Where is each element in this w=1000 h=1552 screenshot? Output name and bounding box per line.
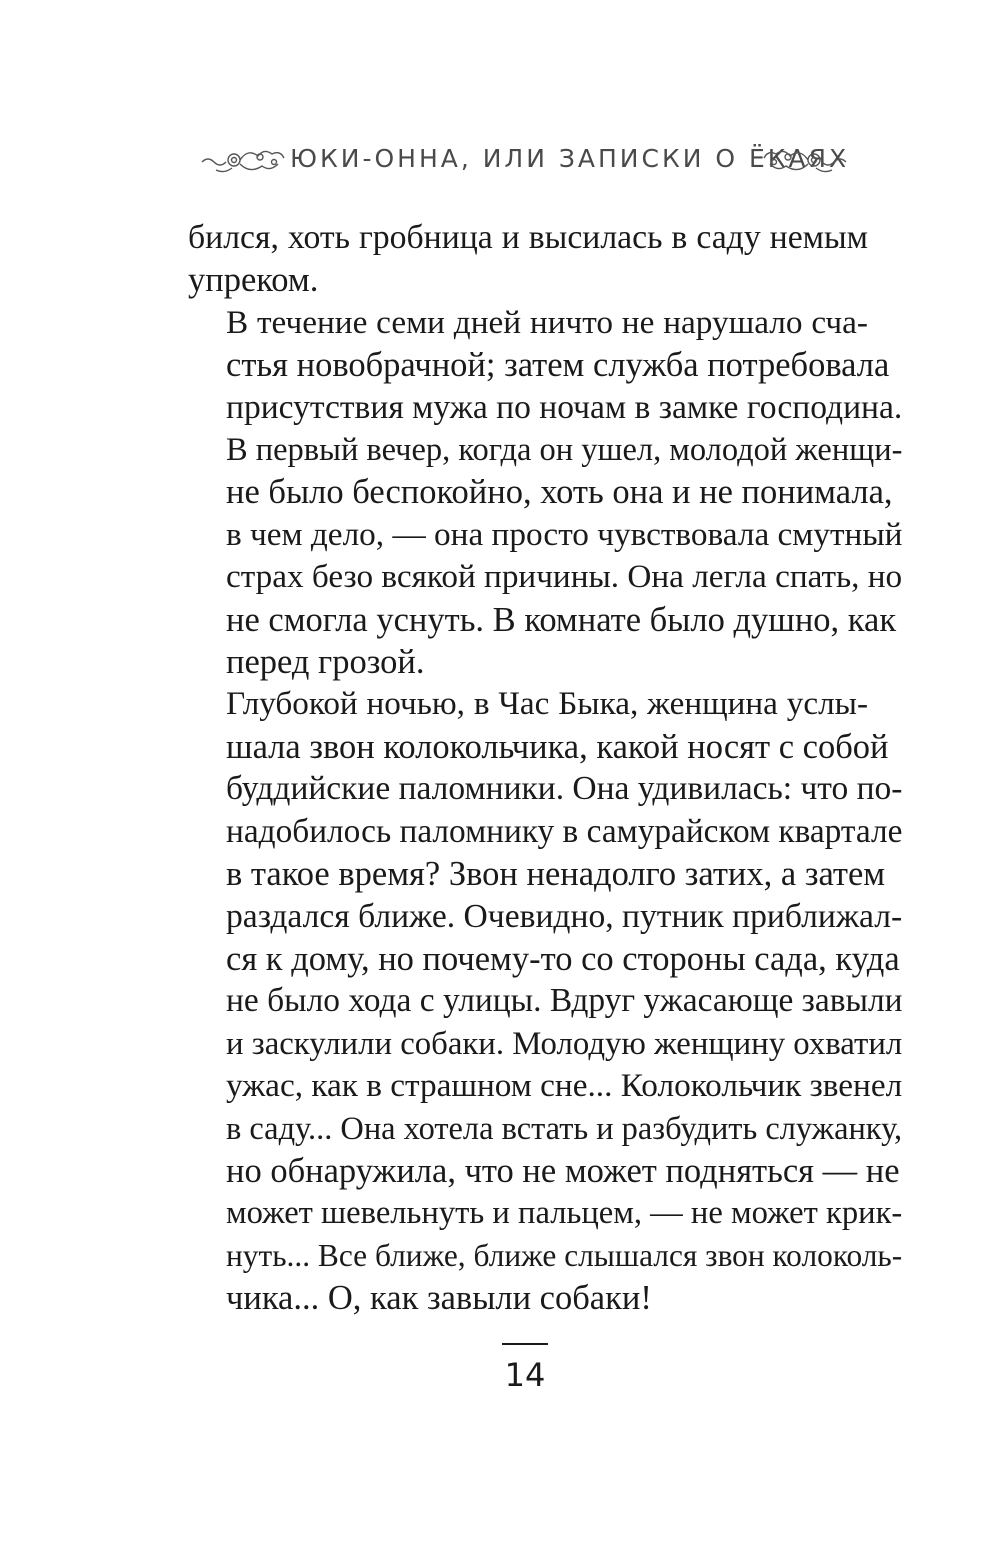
paragraph xyxy=(188,302,903,684)
cloud-swirl-ornament-icon xyxy=(196,136,292,186)
text-line: страх безо всякой причины. Она легла спать, но xyxy=(226,558,903,596)
text-line: ся к дому, но почему-то со стороны сада, куда xyxy=(226,939,900,978)
text-line: не было хода с улицы. Вдруг ужасающе завыли xyxy=(226,982,903,1020)
text-line: не смогла уснуть. В комнате было душно, как xyxy=(226,600,897,639)
cloud-swirl-ornament-icon xyxy=(756,136,852,186)
text-line: присутствия мужа по ночам в замке господина. xyxy=(226,388,903,426)
text-line: Глубокой ночью, в Час Быка, женщина услы- xyxy=(226,685,868,723)
paragraph xyxy=(188,683,903,1319)
text-line: В течение семи дней ничто не нарушало сча- xyxy=(226,303,868,341)
text-line: перед грозой. xyxy=(226,643,425,682)
page-number-rule xyxy=(502,1343,548,1345)
text-line: надобилось паломнику в самурайском квартале xyxy=(226,812,903,850)
text-line: буддийские паломники. Она удивилась: что по- xyxy=(226,770,903,808)
text-line: не было беспокойно, хоть она и не понимала, xyxy=(226,473,893,512)
text-line: в чем дело, — она просто чувствовала смутный xyxy=(226,515,903,553)
text-line: может шевельнуть и пальцем, — не может крик- xyxy=(226,1195,903,1232)
text-line: ужас, как в страшном сне... Колокольчик звенел xyxy=(226,1067,903,1105)
text-line: В первый вечер, когда он ушел, молодой женщи- xyxy=(226,432,903,469)
paragraph xyxy=(188,217,868,302)
text-line: стья новобрачной; затем служба потребовала xyxy=(226,346,890,385)
text-line: но обнаружила, что не может подняться — не xyxy=(226,1151,900,1190)
text-line: бился, хоть гробница и высилась в саду немым xyxy=(188,219,868,256)
page-number: 14 xyxy=(504,1356,546,1394)
text-line: нуть... Все ближе, ближе слышался звон колоколь- xyxy=(226,1237,903,1273)
text-line: шала звон колокольчика, какой носят с собой xyxy=(226,727,889,766)
text-line: чика... О, как завыли собаки! xyxy=(226,1279,652,1318)
text-line: раздался ближе. Очевидно, путник приближал- xyxy=(226,897,903,935)
text-line: упреком. xyxy=(188,261,319,300)
text-line: в такое время? Звон ненадолго затих, а затем xyxy=(226,855,886,894)
running-header xyxy=(0,136,1000,186)
body-text xyxy=(188,217,903,1320)
running-title: ЮКИ-ОННА, ИЛИ ЗАПИСКИ О ЁКАЯХ xyxy=(290,144,850,173)
text-line: и заскулили собаки. Молодую женщину охватил xyxy=(226,1025,903,1062)
text-line: в саду... Она хотела встать и разбудить служанку, xyxy=(226,1110,903,1147)
